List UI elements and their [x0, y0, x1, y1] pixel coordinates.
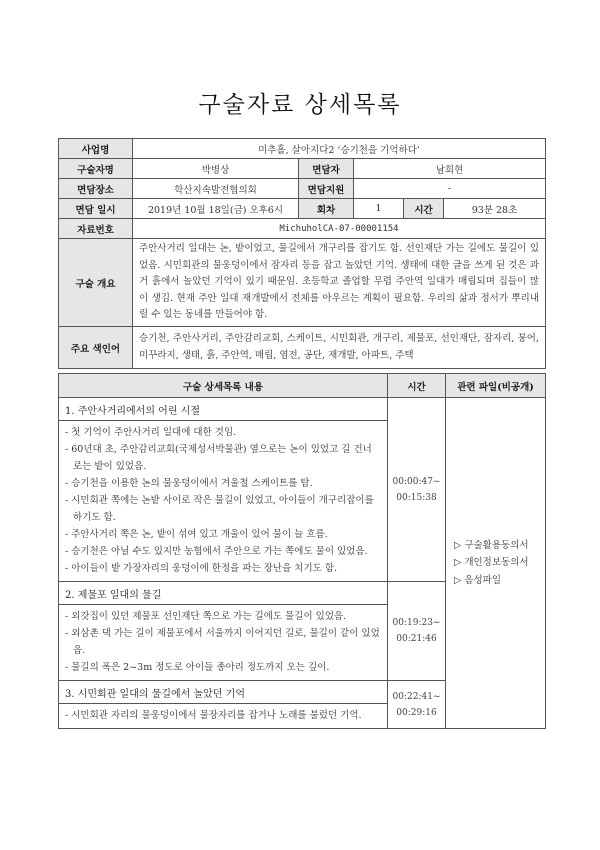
record-row [59, 219, 546, 239]
list-item: - 외삼촌 댁 가는 길이 제물포에서 서울까지 이어지던 길로, 물길이 같이 있었음. [65, 628, 380, 656]
list-item: - 물길의 폭은 2~3m 정도로 아이들 종아리 정도까지 오는 깊이. [65, 662, 330, 673]
record-label: 자료번호 [59, 219, 133, 239]
place-value: 학산지속발전협의회 [133, 179, 299, 199]
item-list [59, 704, 387, 728]
section-body [59, 704, 388, 729]
detail-header-row [59, 374, 546, 398]
place-label: 면담장소 [59, 179, 133, 199]
section-body [59, 605, 388, 681]
interviewer-label: 면담자 [299, 159, 354, 179]
files-list [446, 537, 545, 590]
duration-label: 시간 [404, 199, 444, 219]
list-item: - 60년대 초, 주안감리교회(국제성서박물관) 옆으로는 논이 있었고 길 건너로는 밭이 있었음. [65, 444, 372, 472]
keywords-row [59, 327, 546, 369]
list-item: - 승기천을 이용한 논의 물웅덩이에서 겨울철 스케이트를 탐. [65, 478, 313, 489]
narrator-value: 박병상 [133, 159, 299, 179]
files-header: 관련 파일(비공개) [446, 374, 546, 398]
item-list [59, 605, 387, 680]
date-value: 2019년 10월 18일(금) 오후6시 [133, 199, 299, 219]
summary-label: 구술 개요 [59, 239, 133, 327]
duration-value: 93분 28초 [444, 199, 546, 219]
time-end: 00:15:38 [396, 492, 437, 503]
metadata-table [58, 138, 546, 369]
time-end: 00:21:46 [396, 634, 437, 644]
project-row [59, 139, 546, 159]
list-item: - 아이들이 밭 가장자리의 웅덩이에 한정을 파는 장난을 치기도 함. [65, 563, 338, 574]
section-body [59, 421, 388, 582]
file-item: ▷ 구술활용동의서 [454, 539, 529, 551]
summary-row [59, 239, 546, 327]
file-item: ▷ 개인정보동의서 [454, 557, 529, 569]
time-header: 시간 [388, 374, 446, 398]
content-header: 구술 상세목록 내용 [59, 374, 388, 398]
session-label: 회차 [299, 199, 354, 219]
time-start: 00:19:23~ [392, 618, 441, 628]
list-item: - 첫 기억이 주안사거리 일대에 대한 것임. [65, 427, 237, 438]
files-cell [446, 398, 546, 729]
project-label: 사업명 [59, 139, 133, 159]
summary-text: 주안사거리 일대는 논, 밭이었고, 물길에서 개구리를 잡기도 함. 선인재단 가는 길에도 물길이 있었음. 시민회관의 물웅덩이에서 잠자리 등을 잡고 놀았던 기억. 생태에 대한 글을 쓰게 된 것은 과거 흙에서 놀았던 기억이 있기 때문임. 초등학교 졸업할 무렵 주안역 일대가 매립되며 집들이 많이 생김. 현재 주안 일대 재개발에서 전체를 아우르는 계획이 필요함. 우리의 삶과 정서가 뿌리내릴 수 있는 동네를 만들어야 함. [133, 239, 546, 327]
narrator-label: 구술자명 [59, 159, 133, 179]
section-title: 1. 주안사거리에서의 어린 시절 [59, 398, 388, 421]
time-range [388, 582, 446, 681]
interviewer-value: 남희현 [354, 159, 546, 179]
list-item: - 시민회관 쪽에는 논밭 사이로 작은 물길이 있었고, 아이들이 개구리잡이를 하기도 함. [65, 495, 374, 523]
time-range [388, 398, 446, 582]
section-title: 3. 시민회관 일대의 물길에서 놀았던 기억 [59, 681, 388, 704]
detail-table [58, 373, 546, 729]
time-start: 00:00:47~ [392, 476, 441, 487]
session-value: 1 [354, 199, 404, 219]
record-value: MichuholCA-07-00001154 [133, 219, 546, 239]
support-value: - [354, 179, 546, 199]
keywords-label: 주요 색인어 [59, 327, 133, 369]
time-start: 00:22:41~ [392, 691, 441, 702]
date-row [59, 199, 546, 219]
narrator-row [59, 159, 546, 179]
project-value: 미추홀, 살아지다2 ‘승기천을 기억하다’ [133, 139, 546, 159]
file-item: ▷ 음성파일 [454, 574, 502, 586]
list-item: - 주안사거리 쪽은 논, 밭이 섞여 있고 개울이 있어 물이 늘 흐름. [65, 529, 328, 540]
date-label: 면담 일시 [59, 199, 133, 219]
document-title: 구술자료 상세목록 [198, 92, 402, 118]
time-end: 00:29:16 [396, 707, 437, 718]
list-item: - 시민회관 자리의 물웅덩이에서 물장자리를 잡거나 노래를 불렀던 기억. [65, 710, 362, 721]
section-title-row [59, 398, 546, 421]
time-range [388, 681, 446, 729]
keywords-text: 승기천, 주안사거리, 주안감리교회, 스케이트, 시민회관, 개구리, 제물포, 선인재단, 잠자리, 붕어, 미꾸라지, 생태, 흙, 주안역, 매립, 염전, 공단, 재개발, 아파트, 주택 [133, 327, 546, 369]
place-row [59, 179, 546, 199]
support-label: 면담지원 [299, 179, 354, 199]
list-item: - 승기천은 아닐 수도 있지만 농협에서 주안으로 가는 쪽에도 물이 있었음. [65, 546, 368, 557]
item-list [59, 421, 387, 581]
list-item: - 외갓집이 있던 제물포 선인재단 쪽으로 가는 길에도 물길이 있었음. [65, 611, 347, 622]
section-title: 2. 제물포 일대의 물길 [59, 582, 388, 605]
